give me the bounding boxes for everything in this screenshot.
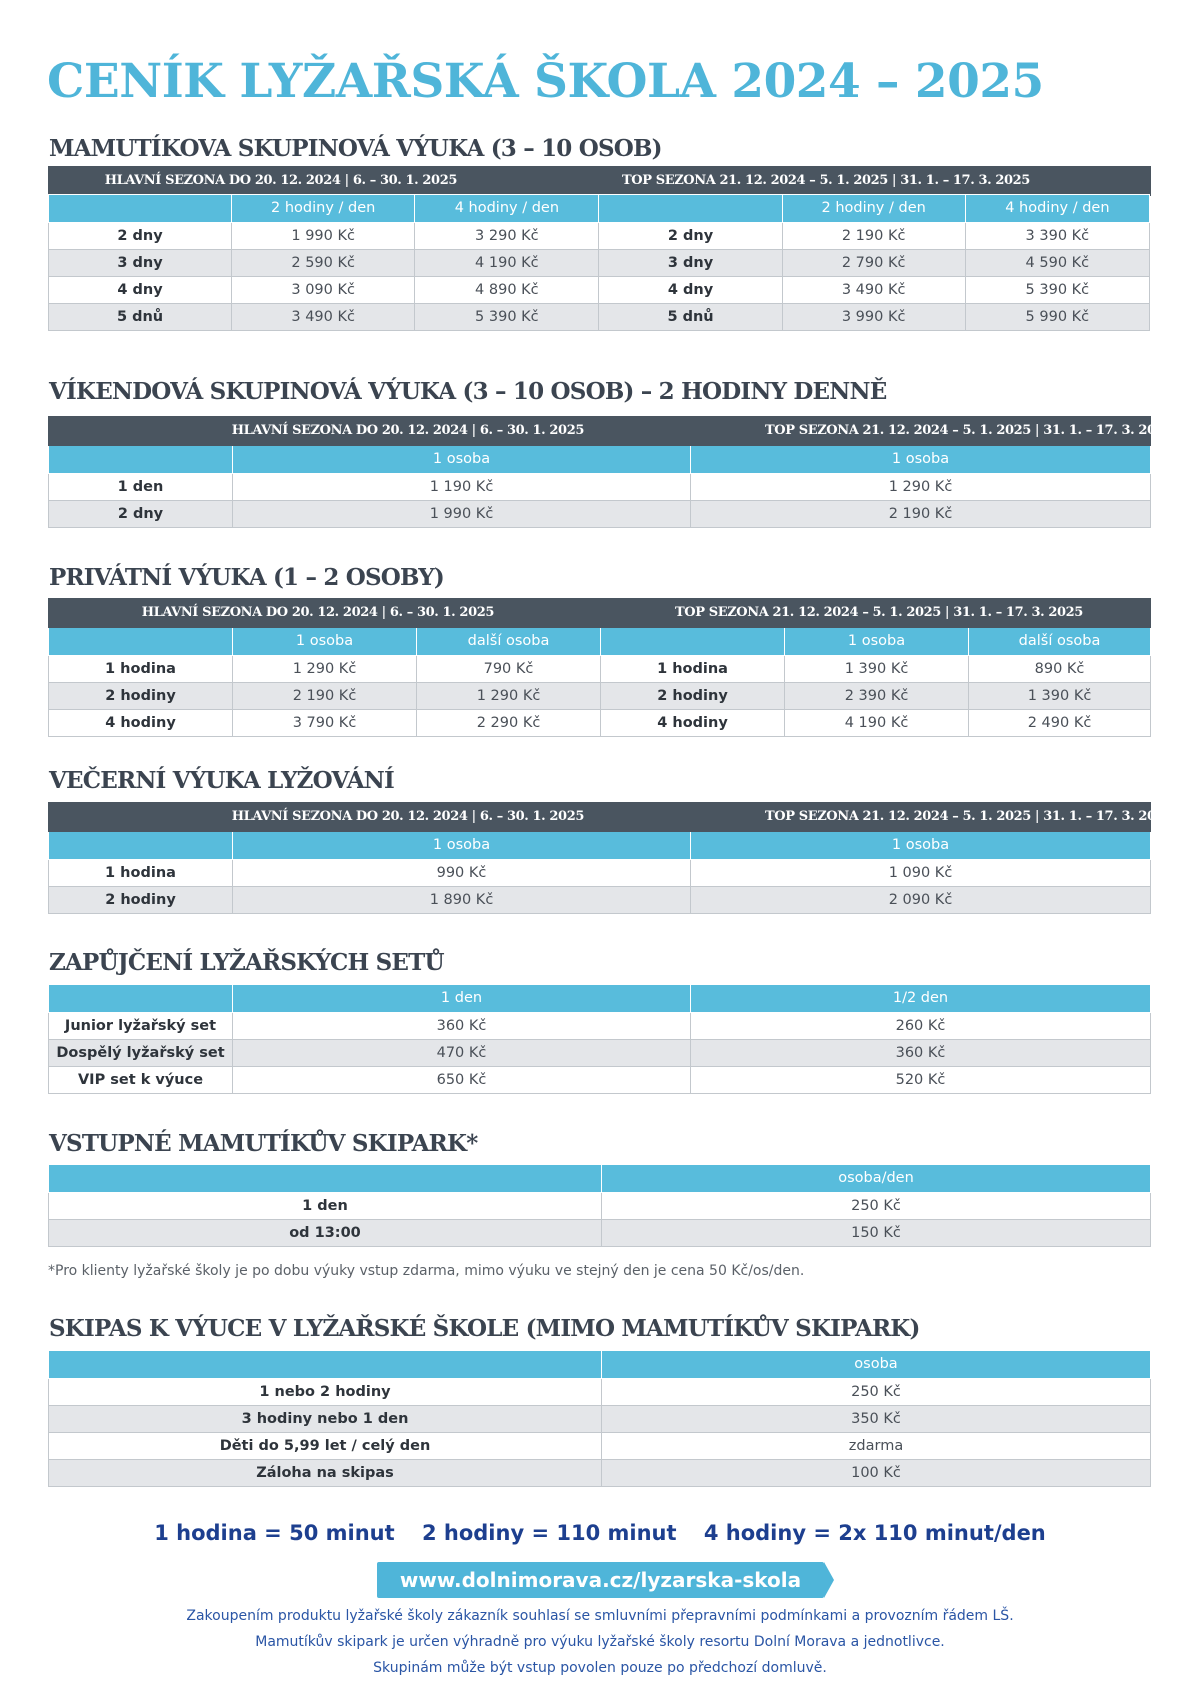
table-row bbox=[49, 1067, 1151, 1094]
empty-header-cell bbox=[601, 628, 785, 656]
price-cell: 4 190 Kč bbox=[415, 250, 599, 277]
website-link[interactable]: www.dolnimorava.cz/lyzarska-skola bbox=[377, 1562, 824, 1598]
season-header-row bbox=[49, 167, 1151, 196]
empty-header-cell bbox=[49, 1165, 602, 1193]
table-row bbox=[49, 1220, 1151, 1247]
section-title-weekend: VÍKENDOVÁ SKUPINOVÁ VÝUKA (3 – 10 OSOB) – 2 HODINY DENNĚ bbox=[49, 378, 887, 405]
disclaimer-line: Mamutíkův skipark je určen výhradně pro výuku lyžařské školy resortu Dolní Morava a jednotlivce. bbox=[255, 1634, 945, 1650]
price-cell: 5 390 Kč bbox=[415, 304, 599, 331]
table-row bbox=[49, 501, 1151, 528]
empty-header-cell bbox=[49, 195, 232, 223]
col-header: 1 den bbox=[233, 985, 691, 1013]
row-label: 3 dny bbox=[599, 250, 782, 277]
table-row bbox=[49, 277, 1150, 304]
row-label: 1 den bbox=[49, 1193, 602, 1220]
row-label: 2 dny bbox=[49, 501, 233, 528]
season-top: TOP SEZONA 21. 12. 2024 – 5. 1. 2025 | 31. 1. – 17. 3. 2025 bbox=[691, 417, 1151, 446]
row-label: Dospělý lyžařský set bbox=[49, 1040, 233, 1067]
table-row bbox=[49, 250, 1150, 277]
empty-header-cell bbox=[599, 195, 782, 223]
col-header: 1 osoba bbox=[785, 628, 969, 656]
entry-footnote: *Pro klienty lyžařské školy je po dobu výuky vstup zdarma, mimo výuku ve stejný den je cena 50 Kč/os/den. bbox=[48, 1263, 805, 1279]
col-header: další osoba bbox=[969, 628, 1151, 656]
section-title-group: MAMUTÍKOVA SKUPINOVÁ VÝUKA (3 – 10 OSOB) bbox=[49, 135, 662, 162]
price-cell: 2 490 Kč bbox=[969, 710, 1151, 737]
table-row bbox=[49, 304, 1150, 331]
price-cell: 2 090 Kč bbox=[691, 887, 1151, 914]
price-cell: 1 190 Kč bbox=[233, 474, 691, 501]
row-label: Děti do 5,99 let / celý den bbox=[49, 1433, 602, 1460]
duration-item: 4 hodiny = 2x 110 minut/den bbox=[703, 1521, 1046, 1545]
table-row bbox=[49, 223, 1150, 250]
price-cell: 1 290 Kč bbox=[417, 683, 601, 710]
col-header: 1 osoba bbox=[233, 628, 417, 656]
col-header: 2 hodiny / den bbox=[232, 195, 415, 223]
price-cell: 3 990 Kč bbox=[782, 304, 965, 331]
section-title-evening: VEČERNÍ VÝUKA LYŽOVÁNÍ bbox=[49, 767, 394, 794]
price-cell: 990 Kč bbox=[233, 860, 691, 887]
row-label: 2 hodiny bbox=[49, 683, 233, 710]
price-cell: 3 790 Kč bbox=[233, 710, 417, 737]
row-label: 3 dny bbox=[49, 250, 232, 277]
price-cell: 260 Kč bbox=[691, 1013, 1151, 1040]
empty-header-cell bbox=[49, 446, 233, 474]
price-cell: 1 290 Kč bbox=[691, 474, 1151, 501]
table-row bbox=[49, 860, 1151, 887]
price-cell: 2 190 Kč bbox=[782, 223, 965, 250]
season-main: HLAVNÍ SEZONA DO 20. 12. 2024 | 6. – 30. 1. 2025 bbox=[49, 417, 691, 446]
table-row bbox=[49, 710, 1151, 737]
season-main: HLAVNÍ SEZONA DO 20. 12. 2024 | 6. – 30. 1. 2025 bbox=[49, 803, 691, 832]
col-header: osoba bbox=[602, 1351, 1151, 1379]
season-top: TOP SEZONA 21. 12. 2024 – 5. 1. 2025 | 31. 1. – 17. 3. 2025 bbox=[554, 167, 1151, 196]
price-cell: 3 290 Kč bbox=[415, 223, 599, 250]
price-cell: 3 490 Kč bbox=[782, 277, 965, 304]
price-cell: 360 Kč bbox=[691, 1040, 1151, 1067]
price-cell: 250 Kč bbox=[602, 1193, 1151, 1220]
price-cell: 100 Kč bbox=[602, 1460, 1151, 1487]
column-header-row bbox=[49, 1351, 1151, 1379]
season-top: TOP SEZONA 21. 12. 2024 – 5. 1. 2025 | 31. 1. – 17. 3. 2025 bbox=[601, 599, 1151, 628]
table-row bbox=[49, 1433, 1151, 1460]
row-label: 4 dny bbox=[599, 277, 782, 304]
price-cell: 2 190 Kč bbox=[233, 683, 417, 710]
table-row bbox=[49, 1013, 1151, 1040]
duration-item: 1 hodina = 50 minut bbox=[154, 1521, 395, 1545]
section-title-skipass: SKIPAS K VÝUCE V LYŽAŘSKÉ ŠKOLE (MIMO MAMUTÍKŮV SKIPARK) bbox=[49, 1315, 920, 1342]
price-cell: zdarma bbox=[602, 1433, 1151, 1460]
table-row bbox=[49, 1379, 1151, 1406]
price-cell: 360 Kč bbox=[233, 1013, 691, 1040]
row-label: 2 dny bbox=[599, 223, 782, 250]
row-label: 1 den bbox=[49, 474, 233, 501]
row-label: Záloha na skipas bbox=[49, 1460, 602, 1487]
season-header-row bbox=[49, 803, 1151, 832]
price-cell: 1 390 Kč bbox=[785, 656, 969, 683]
season-header-row bbox=[49, 599, 1151, 628]
row-label: 3 hodiny nebo 1 den bbox=[49, 1406, 602, 1433]
empty-header-cell bbox=[49, 985, 233, 1013]
price-cell: 1 890 Kč bbox=[233, 887, 691, 914]
price-cell: 2 790 Kč bbox=[782, 250, 965, 277]
col-header: 4 hodiny / den bbox=[415, 195, 599, 223]
table-row bbox=[49, 1406, 1151, 1433]
weekend-price-table bbox=[48, 416, 1173, 528]
table-row bbox=[49, 1040, 1151, 1067]
column-header-row bbox=[49, 985, 1151, 1013]
price-cell: 2 190 Kč bbox=[691, 501, 1151, 528]
price-cell: 650 Kč bbox=[233, 1067, 691, 1094]
price-cell: 1 990 Kč bbox=[233, 501, 691, 528]
price-cell: 5 990 Kč bbox=[965, 304, 1149, 331]
row-label: 1 nebo 2 hodiny bbox=[49, 1379, 602, 1406]
season-main: HLAVNÍ SEZONA DO 20. 12. 2024 | 6. – 30. 1. 2025 bbox=[49, 599, 601, 628]
evening-price-table bbox=[48, 802, 1173, 914]
col-header: 1 osoba bbox=[691, 446, 1151, 474]
row-label: 2 dny bbox=[49, 223, 232, 250]
table-row bbox=[49, 656, 1151, 683]
price-cell: 350 Kč bbox=[602, 1406, 1151, 1433]
price-cell: 4 890 Kč bbox=[415, 277, 599, 304]
price-cell: 1 290 Kč bbox=[233, 656, 417, 683]
row-label: 2 hodiny bbox=[49, 887, 233, 914]
price-cell: 790 Kč bbox=[417, 656, 601, 683]
section-title-entry: VSTUPNÉ MAMUTÍKŮV SKIPARK* bbox=[49, 1130, 478, 1157]
disclaimer-line: Skupinám může být vstup povolen pouze po předchozí domluvě. bbox=[373, 1660, 827, 1676]
price-cell: 2 590 Kč bbox=[232, 250, 415, 277]
season-top: TOP SEZONA 21. 12. 2024 – 5. 1. 2025 | 31. 1. – 17. 3. 2025 bbox=[691, 803, 1151, 832]
rental-price-table bbox=[48, 984, 1151, 1094]
group-price-table-body bbox=[48, 194, 1150, 331]
entry-price-table bbox=[48, 1164, 1151, 1247]
page-title: CENÍK LYŽAŘSKÁ ŠKOLA 2024 – 2025 bbox=[47, 54, 1044, 109]
row-label: od 13:00 bbox=[49, 1220, 602, 1247]
price-cell: 520 Kč bbox=[691, 1067, 1151, 1094]
column-header-row bbox=[49, 832, 1151, 860]
row-label: 1 hodina bbox=[49, 656, 233, 683]
table-row bbox=[49, 887, 1151, 914]
price-cell: 4 190 Kč bbox=[785, 710, 969, 737]
section-title-rental: ZAPŮJČENÍ LYŽAŘSKÝCH SETŮ bbox=[49, 949, 444, 976]
table-row bbox=[49, 474, 1151, 501]
table-row bbox=[49, 1460, 1151, 1487]
price-cell: 3 390 Kč bbox=[965, 223, 1149, 250]
col-header: 1 osoba bbox=[691, 832, 1151, 860]
column-header-row bbox=[49, 446, 1151, 474]
table-row bbox=[49, 1193, 1151, 1220]
col-header: 1 osoba bbox=[233, 446, 691, 474]
price-cell: 250 Kč bbox=[602, 1379, 1151, 1406]
row-label: 2 hodiny bbox=[601, 683, 785, 710]
row-label: Junior lyžařský set bbox=[49, 1013, 233, 1040]
season-header-row bbox=[49, 417, 1151, 446]
skipass-price-table bbox=[48, 1350, 1151, 1487]
price-cell: 1 990 Kč bbox=[232, 223, 415, 250]
price-cell: 150 Kč bbox=[602, 1220, 1151, 1247]
col-header: další osoba bbox=[417, 628, 601, 656]
row-label: 1 hodina bbox=[601, 656, 785, 683]
section-title-private: PRIVÁTNÍ VÝUKA (1 – 2 OSOBY) bbox=[49, 564, 444, 591]
price-cell: 3 090 Kč bbox=[232, 277, 415, 304]
price-cell: 1 390 Kč bbox=[969, 683, 1151, 710]
price-cell: 470 Kč bbox=[233, 1040, 691, 1067]
col-header: osoba/den bbox=[602, 1165, 1151, 1193]
duration-item: 2 hodiny = 110 minut bbox=[421, 1521, 677, 1545]
price-cell: 4 590 Kč bbox=[965, 250, 1149, 277]
row-label: 4 hodiny bbox=[601, 710, 785, 737]
row-label: VIP set k výuce bbox=[49, 1067, 233, 1094]
row-label: 1 hodina bbox=[49, 860, 233, 887]
row-label: 4 hodiny bbox=[49, 710, 233, 737]
row-label: 5 dnů bbox=[49, 304, 232, 331]
col-header: 4 hodiny / den bbox=[965, 195, 1149, 223]
season-main: HLAVNÍ SEZONA DO 20. 12. 2024 | 6. – 30. 1. 2025 bbox=[49, 167, 554, 196]
price-cell: 2 290 Kč bbox=[417, 710, 601, 737]
row-label: 4 dny bbox=[49, 277, 232, 304]
column-header-row bbox=[49, 195, 1150, 223]
disclaimer-line: Zakoupením produktu lyžařské školy zákazník souhlasí se smluvními přepravními podmínkami a provozním řádem LŠ. bbox=[186, 1608, 1014, 1624]
private-price-table bbox=[48, 598, 1151, 737]
col-header: 1/2 den bbox=[691, 985, 1151, 1013]
empty-header-cell bbox=[49, 1351, 602, 1379]
group-price-table bbox=[48, 166, 1151, 196]
price-cell: 2 390 Kč bbox=[785, 683, 969, 710]
col-header: 2 hodiny / den bbox=[782, 195, 965, 223]
price-cell: 1 090 Kč bbox=[691, 860, 1151, 887]
price-cell: 890 Kč bbox=[969, 656, 1151, 683]
col-header: 1 osoba bbox=[233, 832, 691, 860]
empty-header-cell bbox=[49, 628, 233, 656]
column-header-row bbox=[49, 628, 1151, 656]
table-row bbox=[49, 683, 1151, 710]
column-header-row bbox=[49, 1165, 1151, 1193]
empty-header-cell bbox=[49, 832, 233, 860]
lesson-durations bbox=[0, 1521, 1200, 1545]
price-cell: 3 490 Kč bbox=[232, 304, 415, 331]
price-cell: 5 390 Kč bbox=[965, 277, 1149, 304]
row-label: 5 dnů bbox=[599, 304, 782, 331]
